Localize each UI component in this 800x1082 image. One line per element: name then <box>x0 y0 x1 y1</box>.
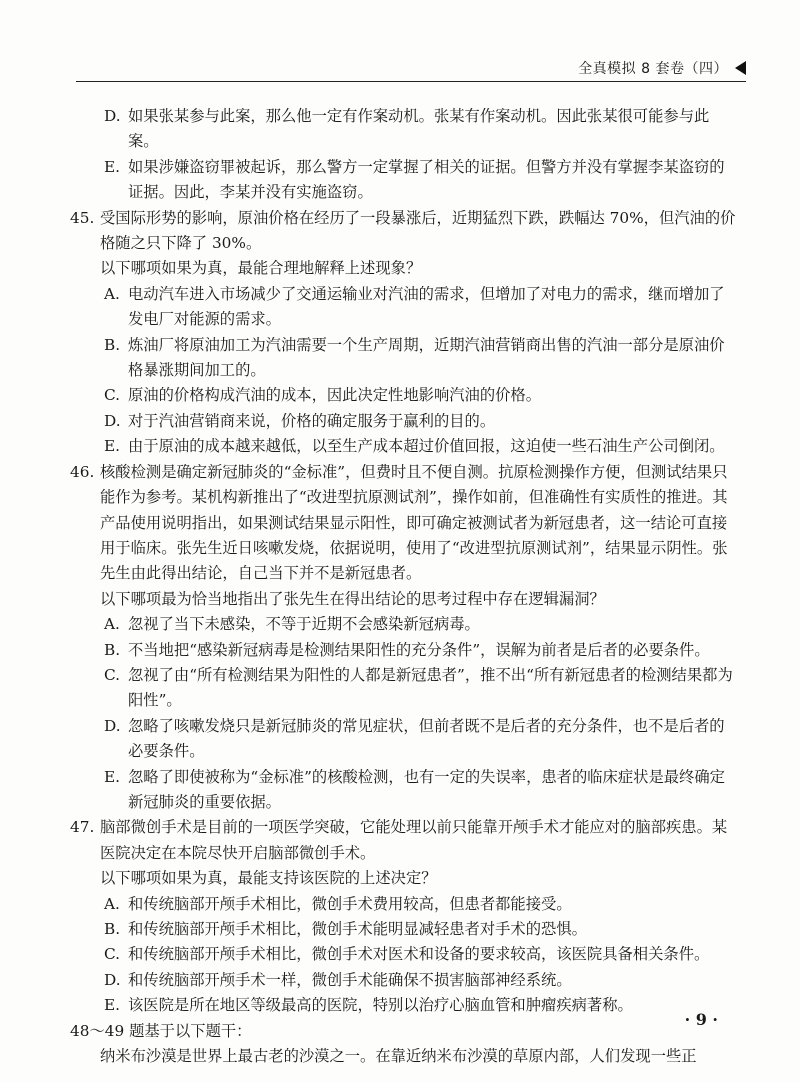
option-item: B. 不当地把“感染新冠病毒是检测结果阳性的充分条件”，误解为前者是后者的必要条件。 <box>104 640 710 659</box>
option-item: E. 忽略了即使被称为“金标准”的核酸检测，也有一定的失误率，患者的临床症状是最终确定新冠肺炎的重要依据。 <box>104 767 725 811</box>
question-number: 46. <box>70 462 95 481</box>
option-item: A. 电动汽车进入市场减少了交通运输业对汽油的需求，但增加了对电力的需求，继而增加了发电厂对能源的需求。 <box>104 284 725 329</box>
page-content <box>70 104 736 1069</box>
option-item: E. 由于原油的成本越来越低，以至生产成本超过价值回报，这迫使一些石油生产公司倒闭。 <box>104 437 725 456</box>
question-group-text: 纳米布沙漠是世界上最古老的沙漠之一。在靠近纳米布沙漠的草原内部，人们发现一些正 <box>100 1047 697 1066</box>
option-item: A. 和传统脑部开颅手术相比，微创手术费用较高，但患者都能接受。 <box>104 894 572 913</box>
option-item: D. 忽略了咳嗽发烧只是新冠肺炎的常见症状，但前者既不是后者的充分条件，也不是后者的必要条件。 <box>104 716 725 761</box>
option-item: D. 如果张某参与此案，那么他一定有作案动机。张某有作案动机。因此张某很可能参与此案。 <box>104 107 710 151</box>
page-header <box>76 54 746 82</box>
option-item: C. 原油的价格构成汽油的成本，因此决定性地影响汽油的价格。 <box>104 386 542 405</box>
option-item: E. 该医院是所在地区等级最高的医院，特别以治疗心脑血管和肿瘤疾病著称。 <box>104 996 633 1015</box>
option-item: B. 和传统脑部开颅手术相比，微创手术能明显减轻患者对手术的恐惧。 <box>104 920 587 938</box>
option-item: D. 对于汽油营销商来说，价格的确定服务于赢利的目的。 <box>104 411 496 430</box>
question-46-stem: 46. 核酸检测是确定新冠肺炎的“金标准”，但费时且不便自测。抗原检测操作方便，但测试结果只能作为参考。某机构新推出了“改进型抗原测试剂”，操作如前，但准确性有实质性的推进。其产品使用说明指出，如果测试结果显示阳性，即可确定被测试者为新冠患者，这一结论可直接用于临床。张先生近日咳嗽发烧，依据说明，使用了“改进型抗原测试剂”，结果显示阴性。张先生由此得出结论，自己当下并不是新冠患者。 <box>70 460 736 587</box>
page-number: · 9 · <box>684 1010 718 1029</box>
header-title: 全真模拟 8 套卷（四） <box>578 61 728 77</box>
question-prompt: 以下哪项如果为真，最能支持该医院的上述决定？ <box>100 869 437 888</box>
question-45-stem: 45. 受国际形势的影响，原油价格在经历了一段暴涨后，近期猛烈下跌，跌幅达 70%，但汽油的价格随之只下降了 30%。 <box>70 206 736 257</box>
option-item: A. 忽视了当下未感染，不等于近期不会感染新冠病毒。 <box>104 615 480 634</box>
question-47-stem: 47. 脑部微创手术是目前的一项医学突破，它能处理以前只能靠开颅手术才能应对的脑部疾患。某医院决定在本院尽快开启脑部微创手术。 <box>70 815 736 866</box>
left-triangle-icon <box>735 61 746 75</box>
question-number: 45. <box>70 208 95 227</box>
question-prompt: 以下哪项最为恰当地指出了张先生在得出结论的思考过程中存在逻辑漏洞？ <box>100 589 605 608</box>
question-number: 47. <box>70 818 95 837</box>
question-prompt: 以下哪项如果为真，最能合理地解释上述现象？ <box>100 259 422 278</box>
option-item: C. 和传统脑部开颅手术相比，微创手术对医术和设备的要求较高，该医院具备相关条件。 <box>104 945 710 964</box>
option-item: B. 炼油厂将原油加工为汽油需要一个生产周期，近期汽油营销商出售的汽油一部分是原油价格暴涨期间加工的。 <box>104 335 725 380</box>
question-group-label: 48～49 题基于以下题干： <box>70 1021 252 1040</box>
option-item: E. 如果涉嫌盗窃罪被起诉，那么警方一定掌握了相关的证据。但警方并没有掌握李某盗窃的证据。因此，李某并没有实施盗窃。 <box>104 157 725 202</box>
option-item: D. 和传统脑部开颅手术一样，微创手术能确保不损害脑部神经系统。 <box>104 970 572 989</box>
header-rule <box>76 81 746 82</box>
option-item: C. 忽视了由“所有检测结果为阳性的人都是新冠患者”，推不出“所有新冠患者的检测结果都为阳性”。 <box>104 665 733 710</box>
